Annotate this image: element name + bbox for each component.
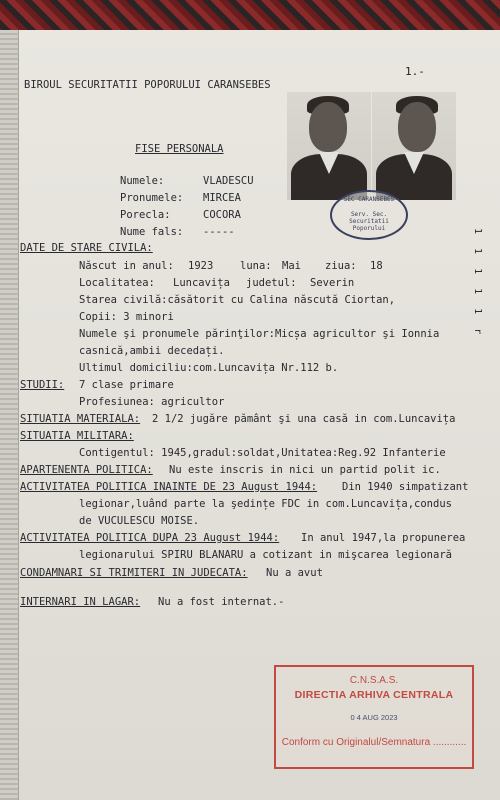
prenumele-label: Pronumele: — [120, 192, 184, 204]
birth-month-label: luna: — [240, 260, 272, 272]
birth-month-value: Mai — [282, 260, 301, 272]
profesiunea-line: Profesiunea: agricultor — [79, 396, 225, 408]
margin-marks: 1 1 1 1 1 r — [472, 228, 483, 339]
studii-label: STUDII: — [20, 379, 65, 391]
situatia-materiala-label: SITUATIA MATERIALA: — [20, 413, 141, 425]
situatia-militara-label: SITUATIA MILITARA: — [20, 430, 134, 442]
apartenenta-label: APARTENENTA POLITICA: — [20, 464, 153, 476]
activitatea-inainte-label: ACTIVITATEA POLITICA INAINTE DE 23 August 1944: — [20, 481, 318, 493]
prenumele-value: MIRCEA — [203, 192, 241, 204]
stare-civila-heading: DATE DE STARE CIVILA: — [20, 242, 153, 254]
page-mark: 1.- — [405, 65, 425, 78]
copii-line: Copii: 3 minori — [79, 311, 174, 323]
localitate-value: Luncavița — [173, 277, 230, 289]
nume-fals-value: ----- — [203, 226, 235, 238]
condamnari-label: CONDAMNARI SI TRIMITERI IN JUDECATA: — [20, 567, 248, 579]
parinti-line-1: Numele şi pronumele părinţilor:Micșa agricultor şi Ionnia — [79, 328, 440, 340]
archive-stamp — [274, 665, 474, 769]
apartenenta-value: Nu este inscris in nici un partid polit ic. — [169, 464, 441, 476]
photo-profile — [372, 92, 456, 200]
activitatea-dupa-label: ACTIVITATEA POLITICA DUPA 23 August 1944: — [20, 532, 280, 544]
nume-fals-label: Nume fals: — [120, 226, 184, 238]
stare-civila-line: Starea civilă:căsătorit cu Calina născută Ciortan, — [79, 294, 396, 306]
activitatea-dupa-line-2: legionarului SPIRU BLANARU a cotizant in mişcarea legionară — [79, 549, 452, 561]
internari-value: Nu a fost internat.- — [158, 596, 285, 608]
birth-day-label: ziua: — [325, 260, 357, 272]
activitatea-dupa-line-1: In anul 1947,la propunerea — [301, 532, 466, 544]
judet-value: Severin — [310, 277, 355, 289]
numele-value: VLADESCU — [203, 175, 254, 187]
parinti-line-2: casnică,ambii decedați. — [79, 345, 225, 357]
stamp-line-2: DIRECTIA ARHIVA CENTRALA — [294, 689, 454, 701]
birth-year-label: Născut in anul: — [79, 260, 174, 272]
activitatea-inainte-line-1: Din 1940 simpatizant — [342, 481, 469, 493]
situatia-militara-line: Contigentul: 1945,gradul:soldat,Unitatea:Reg.92 Infanterie — [79, 447, 446, 459]
activitatea-inainte-line-2: legionar,luând parte la şedințe FDC in com.Luncavița,condus — [79, 498, 452, 510]
photo-seal: SEC CARANSEBES Serv. Sec. Securitatii Poporului — [330, 190, 408, 240]
birth-day-value: 18 — [370, 260, 383, 272]
situatia-materiala-value: 2 1/2 jugăre pământ şi una casă in com.Luncavița — [152, 413, 456, 425]
birth-year-value: 1923 — [188, 260, 214, 272]
condamnari-value: Nu a avut — [266, 567, 323, 579]
porecla-label: Porecla: — [120, 209, 171, 221]
stamp-line-1: C.N.S.A.S. — [349, 675, 399, 686]
judet-label: judetul: — [246, 277, 297, 289]
office-header: BIROUL SECURITATII POPORULUI CARANSEBES — [24, 79, 271, 91]
stamp-date: 0 4 AUG 2023 — [350, 713, 398, 722]
photo-front — [287, 92, 371, 200]
internari-label: INTERNARI IN LAGAR: — [20, 596, 141, 608]
stamp-line-4: Conform cu Originalul/Semnatura ............ — [281, 737, 467, 748]
activitatea-inainte-line-3: de VUCULESCU MOISE. — [79, 515, 200, 527]
page-title: FISE PERSONALA — [135, 143, 224, 155]
numele-label: Numele: — [120, 175, 165, 187]
studii-value: 7 clase primare — [79, 379, 174, 391]
domiciliu-line: Ultimul domiciliu:com.Luncavița Nr.112 b. — [79, 362, 339, 374]
localitate-label: Localitatea: — [79, 277, 155, 289]
porecla-value: COCORA — [203, 209, 241, 221]
